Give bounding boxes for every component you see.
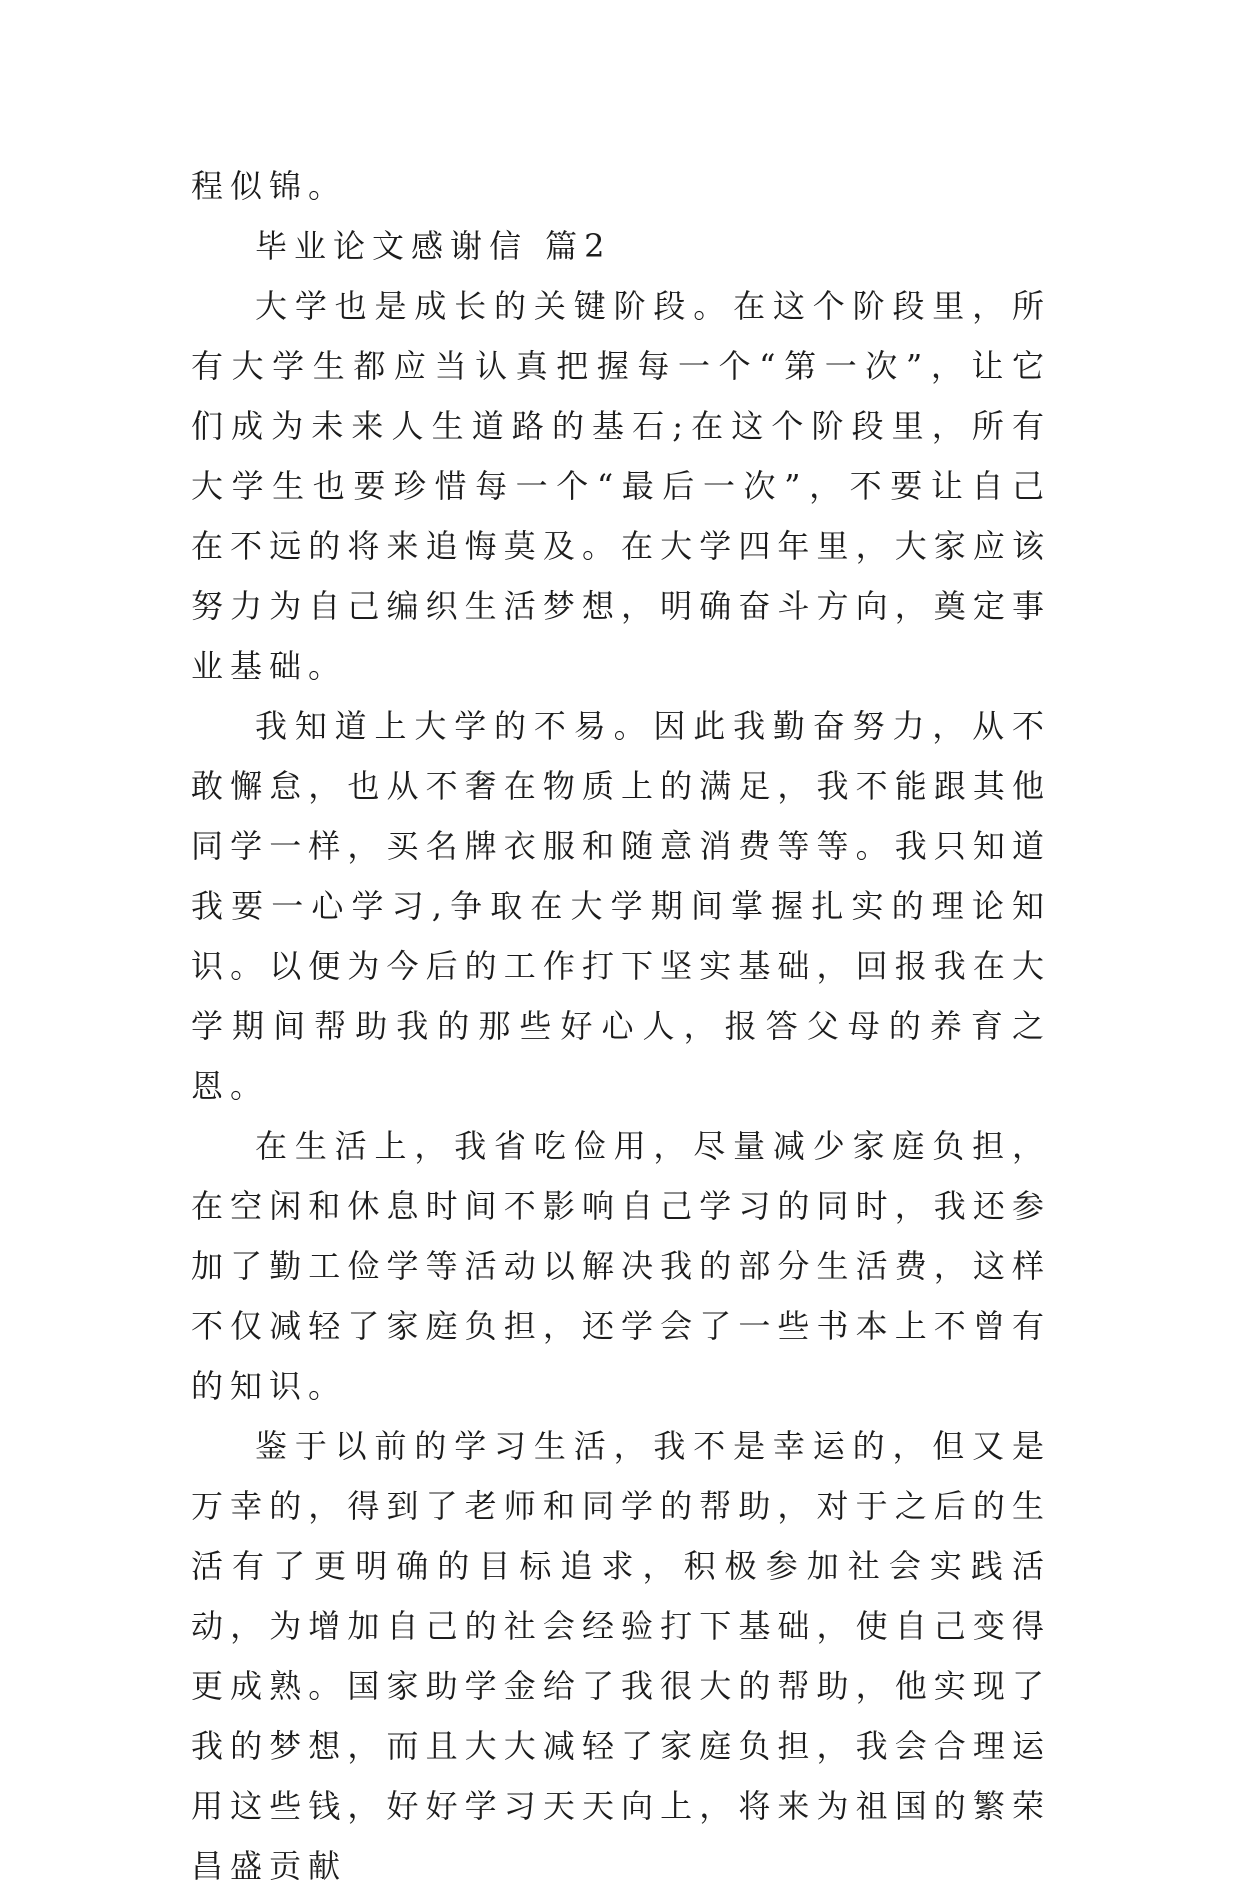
paragraph: 在生活上，我省吃俭用，尽量减少家庭负担，在空闲和休息时间不影响自己学习的同时，我还参加了勤工俭学等活动以解决我的部分生活费，这样不仅减轻了家庭负担，还学会了一些书本上不曾有的知识。 (191, 1127, 1051, 1405)
section-heading: 毕业论文感谢信 篇2 (255, 227, 612, 265)
paragraph: 大学也是成长的关键阶段。在这个阶段里，所有大学生都应当认真把握每一个“第一次”，让它们成为未来人生道路的基石;在这个阶段里，所有大学生也要珍惜每一个“最后一次”，不要让自己在不远的将来追悔莫及。在大学四年里，大家应该努力为自己编织生活梦想，明确奋斗方向，奠定事业基础。 (191, 287, 1051, 685)
paragraph-continuation: 程似锦。 (191, 167, 348, 205)
paragraph: 我知道上大学的不易。因此我勤奋努力，从不敢懈怠，也从不奢在物质上的满足，我不能跟其他同学一样，买名牌衣服和随意消费等等。我只知道我要一心学习,争取在大学期间掌握扎实的理论知识。以便为今后的工作打下坚实基础，回报我在大学期间帮助我的那些好心人，报答父母的养育之恩。 (191, 707, 1051, 1105)
paragraph: 鉴于以前的学习生活，我不是幸运的，但又是万幸的，得到了老师和同学的帮助，对于之后的生活有了更明确的目标追求，积极参加社会实践活动，为增加自己的社会经验打下基础，使自己变得更成熟。国家助学金给了我很大的帮助，他实现了我的梦想，而且大大减轻了家庭负担，我会合理运用这些钱，好好学习天天向上，将来为祖国的繁荣昌盛贡献 (191, 1427, 1051, 1885)
document-body (191, 156, 1051, 1896)
